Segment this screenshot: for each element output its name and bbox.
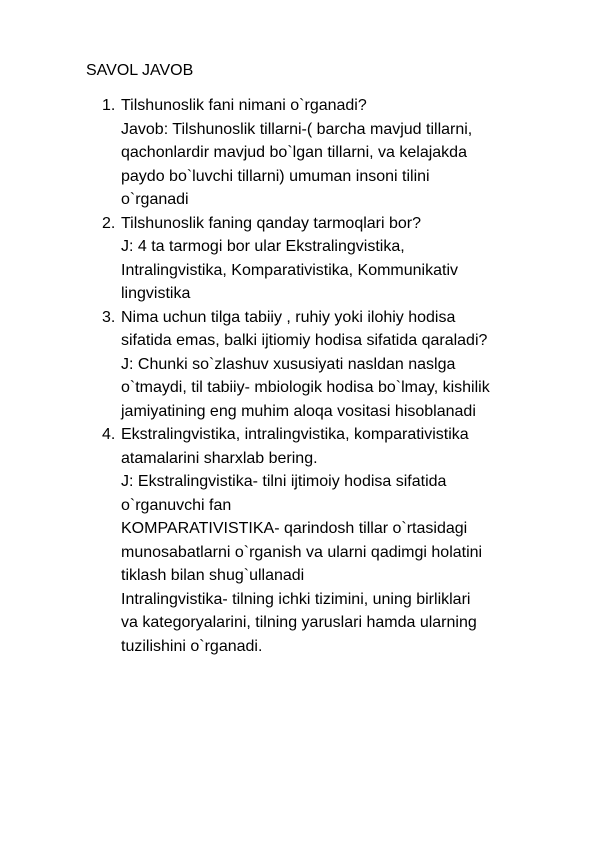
question-text: Tilshunoslik faning qanday tarmoqlari bor? xyxy=(121,214,422,232)
question-text: atamalarini sharxlab bering. xyxy=(121,449,318,467)
answer-line: tuzilishini o`rganadi. xyxy=(121,637,263,655)
question-item-4 xyxy=(0,423,596,658)
answer-line: KOMPARATIVISTIKA- qarindosh tillar o`rtasidagi xyxy=(121,520,468,537)
item-number: 1. xyxy=(102,97,116,114)
answer-line: paydo bo`luvchi tillarni) umuman insoni tilini xyxy=(121,167,430,185)
answer-line: qachonlardir mavjud bo`lgan tillarni, va kelajakda xyxy=(121,144,467,161)
question-item-2 xyxy=(0,212,596,306)
answer-line: o`rganadi xyxy=(121,191,189,208)
question-text: Ekstralingvistika, intralingvistika, komparativistika xyxy=(121,426,469,443)
question-answer-list xyxy=(0,94,596,658)
answer-line: J: 4 ta tarmogi bor ular Ekstralingvistika, xyxy=(121,238,405,255)
answer-line: Intralingvistika, Komparativistika, Kommunikativ xyxy=(121,261,459,279)
answer-line: va kategoryalarini, tilning yaruslari hamda ularning xyxy=(121,614,477,631)
answer-line: J: Ekstralingvistika- tilni ijtimoiy hodisa sifatida xyxy=(121,473,447,490)
answer-line: J: Chunki so`zlashuv xususiyati nasldan naslga xyxy=(121,355,456,373)
answer-line: jamiyatining eng muhim aloqa vositasi hisoblanadi xyxy=(121,402,476,420)
question-text: sifatida emas, balki ijtiomiy hodisa sifatida qaraladi? xyxy=(121,332,488,349)
item-number: 3. xyxy=(102,308,116,326)
answer-line: Intralingvistika- tilning ichki tizimini, uning birliklari xyxy=(121,590,471,608)
question-text: Nima uchun tilga tabiiy , ruhiy yoki ilohiy hodisa xyxy=(121,308,456,326)
answer-line: lingvistika xyxy=(121,285,191,302)
answer-line: Javob: Tilshunoslik tillarni-( barcha mavjud tillarni, xyxy=(121,120,473,138)
answer-line: munosabatlarni o`rganish va ularni qadimgi holatini xyxy=(121,543,483,561)
item-number: 4. xyxy=(102,426,116,443)
answer-line: o`rganuvchi fan xyxy=(121,496,232,514)
question-item-3 xyxy=(0,306,596,424)
document-title: SAVOL JAVOB xyxy=(86,62,194,79)
answer-line: tiklash bilan shug`ullanadi xyxy=(121,567,305,584)
item-number: 2. xyxy=(102,214,116,232)
question-item-1 xyxy=(0,94,596,212)
question-text: Tilshunoslik fani nimani o`rganadi? xyxy=(121,97,367,114)
answer-line: o`tmaydi, til tabiiy- mbiologik hodisa bo`lmay, kishilik xyxy=(121,379,490,396)
